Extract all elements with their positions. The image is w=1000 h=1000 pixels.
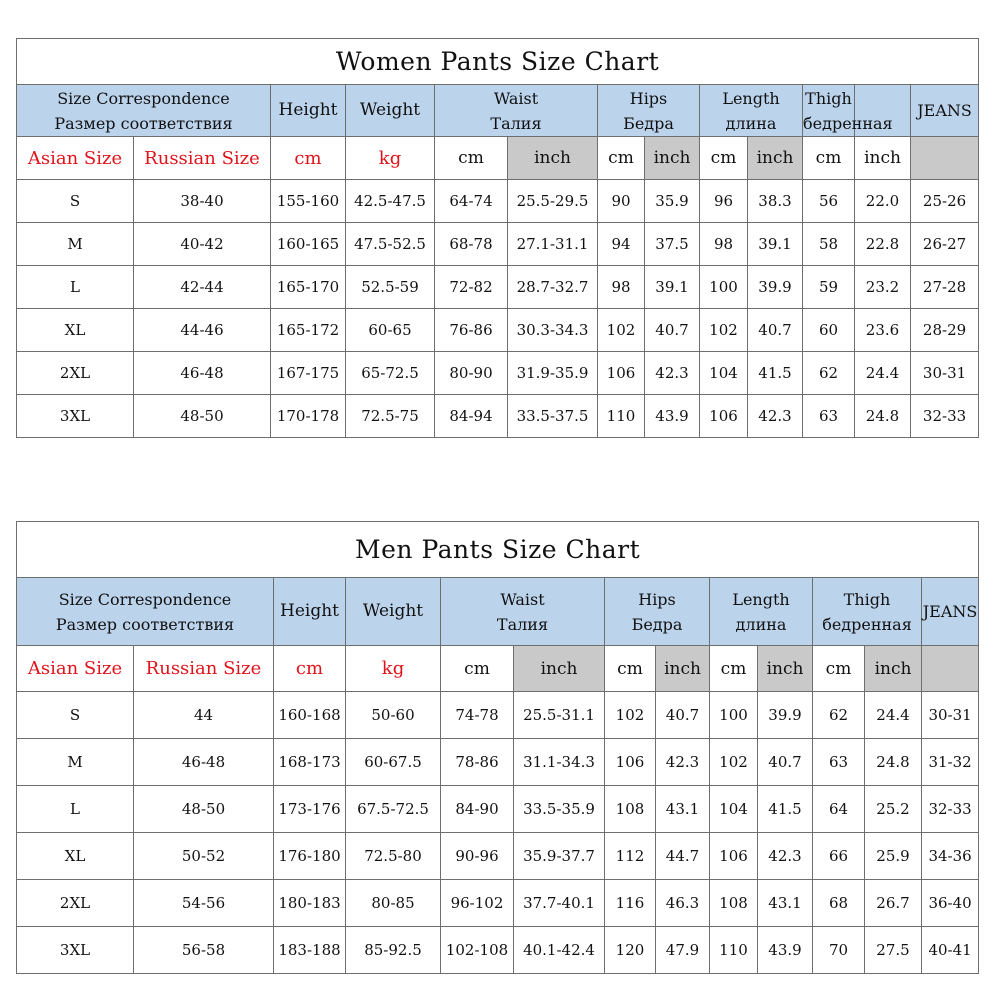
table-cell: 2XL: [17, 352, 134, 395]
table-cell: 64: [813, 786, 865, 833]
table-cell: 40-42: [134, 223, 271, 266]
table-cell: 160-168: [274, 692, 346, 739]
hips-inch-unit: inch: [645, 137, 700, 180]
table-cell: 102: [700, 309, 748, 352]
table-cell: 32-33: [922, 786, 979, 833]
table-cell: 165-170: [271, 266, 346, 309]
table-cell: 67.5-72.5: [346, 786, 441, 833]
table-cell: 160-165: [271, 223, 346, 266]
thigh-inch-unit: inch: [865, 646, 922, 692]
table-row: [17, 786, 979, 833]
table-cell: 42.3: [758, 833, 813, 880]
men-size-chart: [16, 521, 979, 974]
table-cell: 165-172: [271, 309, 346, 352]
table-cell: 36-40: [922, 880, 979, 927]
table-cell: 40.7: [656, 692, 710, 739]
length-header: Length длина: [700, 85, 803, 137]
table-cell: 26-27: [911, 223, 979, 266]
table-cell: 25.9: [865, 833, 922, 880]
table-cell: 31.9-35.9: [508, 352, 598, 395]
table-cell: 35.9: [645, 180, 700, 223]
table-cell: 106: [700, 395, 748, 438]
table-cell: 40.1-42.4: [514, 927, 605, 974]
table-cell: 63: [813, 739, 865, 786]
table-cell: 24.8: [865, 739, 922, 786]
table-cell: 72.5-75: [346, 395, 435, 438]
table-cell: 31.1-34.3: [514, 739, 605, 786]
table-cell: 44: [134, 692, 274, 739]
table-cell: 41.5: [748, 352, 803, 395]
table-row: [17, 395, 979, 438]
weight-header: Weight: [346, 85, 435, 137]
table-cell: 68-78: [435, 223, 508, 266]
jeans-unit-blank: [922, 646, 979, 692]
table-cell: 173-176: [274, 786, 346, 833]
table-cell: 98: [700, 223, 748, 266]
waist-inch-unit: inch: [514, 646, 605, 692]
table-cell: 34-36: [922, 833, 979, 880]
table-cell: 23.6: [855, 309, 911, 352]
table-cell: 176-180: [274, 833, 346, 880]
table-cell: 60: [803, 309, 855, 352]
table-cell: 58: [803, 223, 855, 266]
table-cell: 39.1: [748, 223, 803, 266]
hips-header: Hips Бедра: [598, 85, 700, 137]
table-cell: 47.9: [656, 927, 710, 974]
waist-header: Waist Талия: [441, 578, 605, 646]
table-cell: 108: [605, 786, 656, 833]
table-cell: 22.8: [855, 223, 911, 266]
table-cell: 42.3: [645, 352, 700, 395]
waist-header: Waist Талия: [435, 85, 598, 137]
men-chart-title: Men Pants Size Chart: [17, 522, 979, 578]
table-cell: 50-52: [134, 833, 274, 880]
table-cell: 32-33: [911, 395, 979, 438]
men-table-body: [17, 692, 979, 974]
thigh-header: Thigh бедренная: [813, 578, 922, 646]
weight-unit: kg: [346, 646, 441, 692]
table-cell: 37.5: [645, 223, 700, 266]
hips-inch-unit: inch: [656, 646, 710, 692]
table-cell: 22.0: [855, 180, 911, 223]
table-cell: M: [17, 223, 134, 266]
table-cell: 40-41: [922, 927, 979, 974]
table-cell: 26.7: [865, 880, 922, 927]
table-cell: 80-85: [346, 880, 441, 927]
table-cell: 84-90: [441, 786, 514, 833]
table-cell: 102-108: [441, 927, 514, 974]
table-cell: 46-48: [134, 352, 271, 395]
table-cell: 42.3: [656, 739, 710, 786]
table-cell: 65-72.5: [346, 352, 435, 395]
table-cell: 170-178: [271, 395, 346, 438]
weight-unit: kg: [346, 137, 435, 180]
table-cell: L: [17, 786, 134, 833]
length-inch-unit: inch: [758, 646, 813, 692]
table-cell: 96-102: [441, 880, 514, 927]
table-cell: 44-46: [134, 309, 271, 352]
russian-size-label: Russian Size: [134, 646, 274, 692]
hips-header: Hips Бедра: [605, 578, 710, 646]
table-cell: S: [17, 180, 134, 223]
table-cell: L: [17, 266, 134, 309]
table-cell: 102: [598, 309, 645, 352]
table-cell: 84-94: [435, 395, 508, 438]
table-cell: 30.3-34.3: [508, 309, 598, 352]
waist-cm-unit: cm: [435, 137, 508, 180]
table-cell: 112: [605, 833, 656, 880]
hips-cm-unit: cm: [598, 137, 645, 180]
table-row: [17, 927, 979, 974]
table-cell: 78-86: [441, 739, 514, 786]
table-cell: 155-160: [271, 180, 346, 223]
table-cell: 94: [598, 223, 645, 266]
russian-size-label: Russian Size: [134, 137, 271, 180]
table-cell: 39.9: [758, 692, 813, 739]
table-cell: 25.5-31.1: [514, 692, 605, 739]
table-cell: 76-86: [435, 309, 508, 352]
table-cell: 50-60: [346, 692, 441, 739]
length-cm-unit: cm: [710, 646, 758, 692]
hips-cm-unit: cm: [605, 646, 656, 692]
table-cell: 25-26: [911, 180, 979, 223]
table-cell: XL: [17, 833, 134, 880]
table-cell: 30-31: [922, 692, 979, 739]
table-cell: 42-44: [134, 266, 271, 309]
thigh-cm-unit: cm: [813, 646, 865, 692]
table-cell: 46.3: [656, 880, 710, 927]
table-cell: 41.5: [758, 786, 813, 833]
table-cell: 46-48: [134, 739, 274, 786]
size-correspondence-header: Size Correspondence Размер соответствия: [17, 85, 271, 137]
table-cell: 110: [598, 395, 645, 438]
table-cell: 33.5-37.5: [508, 395, 598, 438]
table-row: [17, 880, 979, 927]
table-cell: 54-56: [134, 880, 274, 927]
table-cell: 70: [813, 927, 865, 974]
table-cell: 60-67.5: [346, 739, 441, 786]
table-cell: 25.2: [865, 786, 922, 833]
table-cell: 35.9-37.7: [514, 833, 605, 880]
table-cell: 59: [803, 266, 855, 309]
table-row: [17, 180, 979, 223]
table-cell: 40.7: [645, 309, 700, 352]
table-cell: 3XL: [17, 927, 134, 974]
table-cell: 56-58: [134, 927, 274, 974]
waist-cm-unit: cm: [441, 646, 514, 692]
table-cell: 183-188: [274, 927, 346, 974]
table-cell: 62: [813, 692, 865, 739]
length-header: Length длина: [710, 578, 813, 646]
table-row: [17, 309, 979, 352]
table-cell: 62: [803, 352, 855, 395]
table-cell: 68: [813, 880, 865, 927]
table-cell: 48-50: [134, 395, 271, 438]
table-cell: 66: [813, 833, 865, 880]
table-cell: 43.9: [645, 395, 700, 438]
table-cell: 85-92.5: [346, 927, 441, 974]
table-cell: 38-40: [134, 180, 271, 223]
table-cell: 180-183: [274, 880, 346, 927]
height-header: Height: [274, 578, 346, 646]
table-row: [17, 833, 979, 880]
table-cell: 27-28: [911, 266, 979, 309]
table-cell: XL: [17, 309, 134, 352]
table-cell: 24.8: [855, 395, 911, 438]
table-row: [17, 692, 979, 739]
table-cell: 2XL: [17, 880, 134, 927]
table-cell: 28-29: [911, 309, 979, 352]
table-cell: 3XL: [17, 395, 134, 438]
table-cell: 40.7: [748, 309, 803, 352]
table-cell: S: [17, 692, 134, 739]
thigh-header: Thigh бедренная: [803, 85, 855, 137]
table-cell: 106: [710, 833, 758, 880]
table-cell: 27.1-31.1: [508, 223, 598, 266]
table-cell: 110: [710, 927, 758, 974]
size-correspondence-header: Size Correspondence Размер соответствия: [17, 578, 274, 646]
table-cell: 104: [700, 352, 748, 395]
table-cell: 42.5-47.5: [346, 180, 435, 223]
thigh-cm-unit: cm: [803, 137, 855, 180]
table-cell: M: [17, 739, 134, 786]
table-cell: 100: [700, 266, 748, 309]
table-cell: 39.9: [748, 266, 803, 309]
table-row: [17, 739, 979, 786]
table-cell: 102: [710, 739, 758, 786]
table-cell: 100: [710, 692, 758, 739]
table-cell: 30-31: [911, 352, 979, 395]
table-cell: 37.7-40.1: [514, 880, 605, 927]
table-cell: 43.1: [758, 880, 813, 927]
height-unit: cm: [271, 137, 346, 180]
table-cell: 167-175: [271, 352, 346, 395]
table-cell: 25.5-29.5: [508, 180, 598, 223]
jeans-unit-blank: [911, 137, 979, 180]
women-size-chart: [16, 38, 979, 438]
table-cell: 106: [605, 739, 656, 786]
table-cell: 90-96: [441, 833, 514, 880]
table-cell: 60-65: [346, 309, 435, 352]
table-cell: 52.5-59: [346, 266, 435, 309]
table-cell: 40.7: [758, 739, 813, 786]
length-inch-unit: inch: [748, 137, 803, 180]
length-cm-unit: cm: [700, 137, 748, 180]
table-cell: 106: [598, 352, 645, 395]
jeans-header: JEANS: [922, 578, 979, 646]
table-cell: 28.7-32.7: [508, 266, 598, 309]
women-chart-title: Women Pants Size Chart: [17, 39, 979, 85]
table-row: [17, 223, 979, 266]
table-cell: 64-74: [435, 180, 508, 223]
table-cell: 33.5-35.9: [514, 786, 605, 833]
table-cell: 74-78: [441, 692, 514, 739]
table-cell: 38.3: [748, 180, 803, 223]
table-cell: 44.7: [656, 833, 710, 880]
asian-size-label: Asian Size: [17, 646, 134, 692]
table-cell: 48-50: [134, 786, 274, 833]
table-cell: 98: [598, 266, 645, 309]
table-cell: 42.3: [748, 395, 803, 438]
table-cell: 116: [605, 880, 656, 927]
table-cell: 43.1: [656, 786, 710, 833]
thigh-inch-unit: inch: [855, 137, 911, 180]
table-cell: 104: [710, 786, 758, 833]
table-cell: 108: [710, 880, 758, 927]
table-cell: 23.2: [855, 266, 911, 309]
table-cell: 90: [598, 180, 645, 223]
table-cell: 24.4: [855, 352, 911, 395]
table-cell: 102: [605, 692, 656, 739]
table-cell: 72-82: [435, 266, 508, 309]
table-cell: 56: [803, 180, 855, 223]
table-cell: 120: [605, 927, 656, 974]
asian-size-label: Asian Size: [17, 137, 134, 180]
table-cell: 43.9: [758, 927, 813, 974]
table-cell: 63: [803, 395, 855, 438]
height-header: Height: [271, 85, 346, 137]
table-cell: 168-173: [274, 739, 346, 786]
women-table-body: [17, 180, 979, 438]
table-cell: 24.4: [865, 692, 922, 739]
weight-header: Weight: [346, 578, 441, 646]
table-cell: 39.1: [645, 266, 700, 309]
table-row: [17, 266, 979, 309]
height-unit: cm: [274, 646, 346, 692]
table-cell: 47.5-52.5: [346, 223, 435, 266]
table-row: [17, 352, 979, 395]
table-cell: 96: [700, 180, 748, 223]
table-cell: 80-90: [435, 352, 508, 395]
jeans-header: JEANS: [911, 85, 979, 137]
table-cell: 27.5: [865, 927, 922, 974]
waist-inch-unit: inch: [508, 137, 598, 180]
table-cell: 31-32: [922, 739, 979, 786]
table-cell: 72.5-80: [346, 833, 441, 880]
